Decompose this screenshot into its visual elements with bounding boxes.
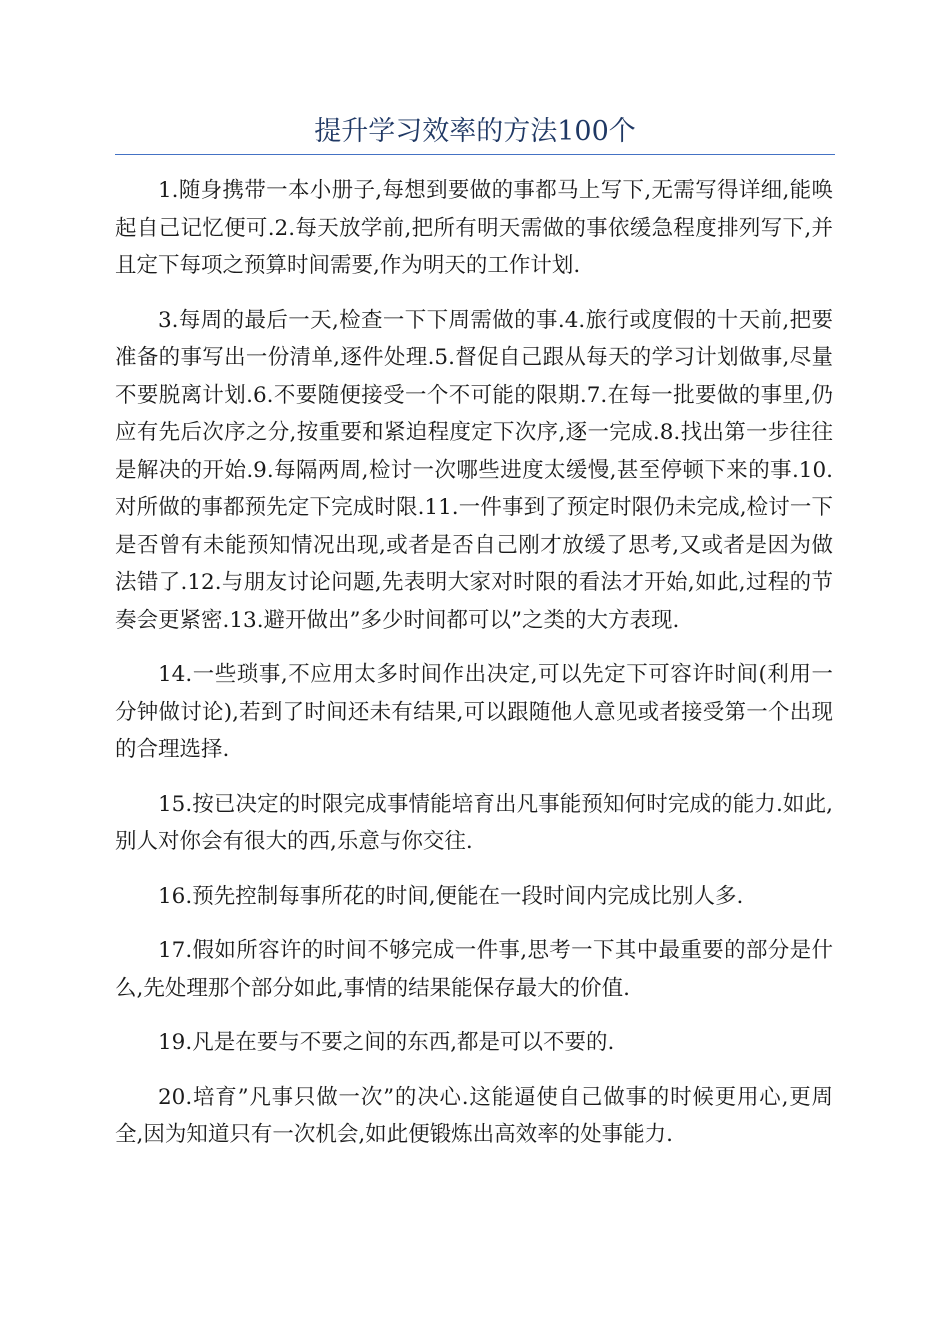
paragraph-8: 20.培育”凡事只做一次”的决心.这能逼使自己做事的时候更用心,更周全,因为知道只有一次机会,如此便锻炼出高效率的处事能力. [115,1084,833,1147]
document-title: 提升学习效率的方法100个 [314,116,636,147]
paragraph-5: 16.预先控制每事所花的时间,便能在一段时间内完成比别人多. [158,883,744,909]
paragraph-6: 17.假如所容许的时间不够完成一件事,思考一下其中最重要的部分是什么,先处理那个部分如此,事情的结果能保存最大的价值. [115,938,833,1001]
title-underline [115,154,835,155]
paragraph-3: 14.一些琐事,不应用太多时间作出决定,可以先定下可容许时间(利用一分钟做讨论),若到了时间还未有结果,可以跟随他人意见或者接受第一个出现的合理选择. [115,662,833,762]
paragraph-7: 19.凡是在要与不要之间的东西,都是可以不要的. [158,1030,615,1055]
paragraph-4: 15.按已决定的时限完成事情能培育出凡事能预知何时完成的能力.如此,别人对你会有很大的西,乐意与你交往. [115,791,833,854]
paragraph-2: 3.每周的最后一天,检查一下下周需做的事.4.旅行或度假的十天前,把要准备的事写出一份清单,逐件处理.5.督促自己跟从每天的学习计划做事,尽量不要脱离计划.6.不要随便接受一个不可能的限期.7.在每一批要做的事里,仍应有先后次序之分,按重要和紧迫程度定下次序,逐一完成.8.找出第一步往往是解决的开始.9.每隔两周,检讨一次哪些进度太缓慢,甚至停顿下来的事.10.对所做的事都预先定下完成时限.11.一件事到了预定时限仍未完成,检讨一下是否曾有未能预知情况出现,或者是否自己刚才放缓了思考,又或者是因为做法错了.12.与朋友讨论问题,先表明大家对时限的看法才开始,如此,过程的节奏会更紧密.13.避开做出”多少时间都可以”之类的大方表现. [115,307,833,633]
document-body [115,172,833,1171]
paragraph-1: 1.随身携带一本小册子,每想到要做的事都马上写下,无需写得详细,能唤起自己记忆便可.2.每天放学前,把所有明天需做的事依缓急程度排列写下,并且定下每项之预算时间需要,作为明天的工作计划. [115,178,833,278]
